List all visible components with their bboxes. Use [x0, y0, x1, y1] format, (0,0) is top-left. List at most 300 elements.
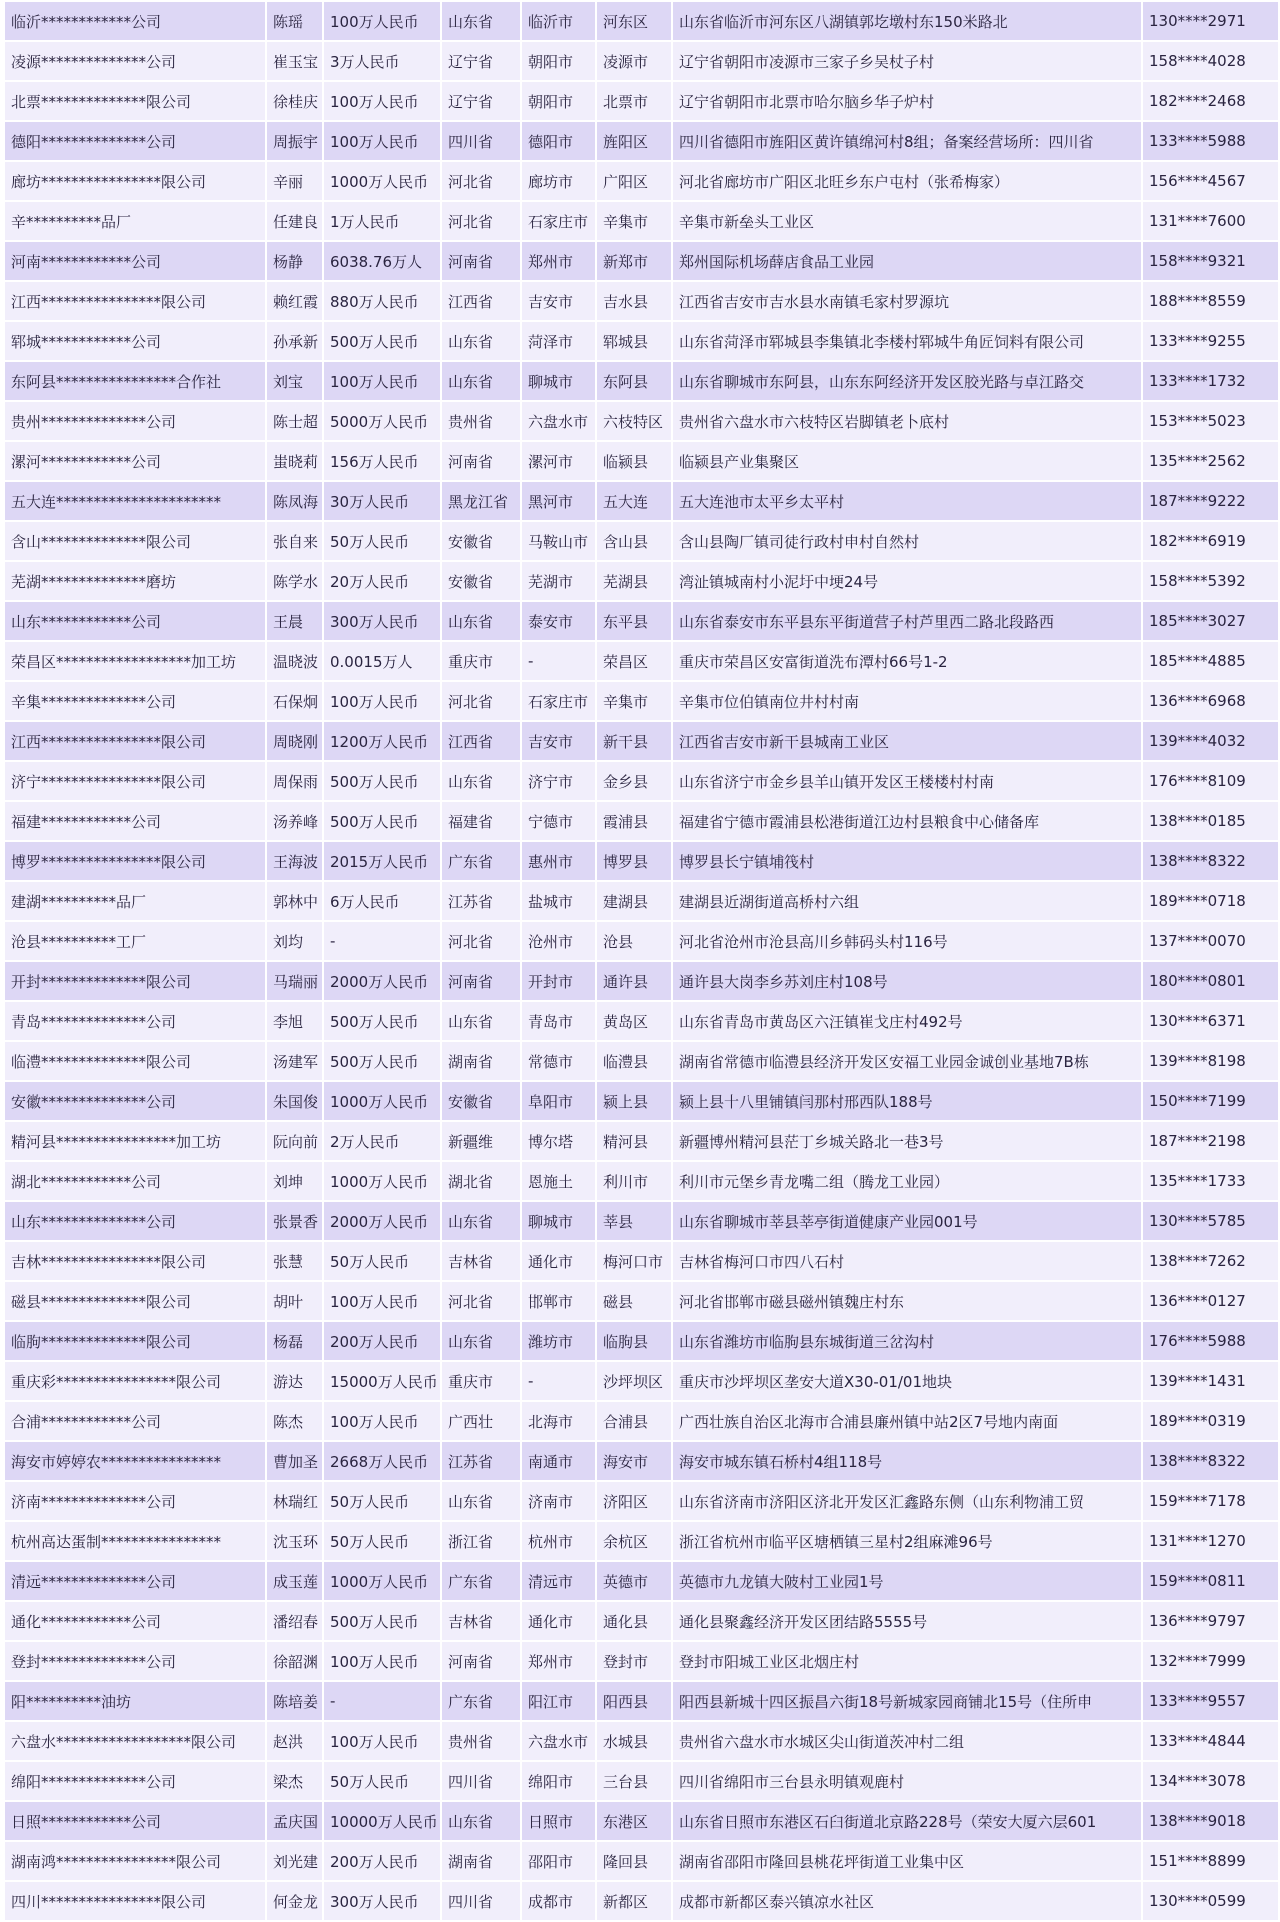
address-cell: 临颍县产业集聚区	[672, 441, 1142, 481]
table-row	[4, 1, 1279, 41]
district-cell: 辛集市	[596, 681, 672, 721]
district-cell: 含山县	[596, 521, 672, 561]
address-cell: 河北省邯郸市磁县磁州镇魏庄村东	[672, 1281, 1142, 1321]
table-row	[4, 1001, 1279, 1041]
province-cell: 山东省	[441, 761, 521, 801]
company-name-cell: 济南**************公司	[4, 1481, 266, 1521]
company-name-cell: 临澧**************限公司	[4, 1041, 266, 1081]
address-cell: 四川省德阳市旌阳区黄许镇绵河村8组；备案经营场所：四川省	[672, 121, 1142, 161]
district-cell: 登封市	[596, 1641, 672, 1681]
district-cell: 英德市	[596, 1561, 672, 1601]
province-cell: 河北省	[441, 161, 521, 201]
district-cell: 隆回县	[596, 1841, 672, 1881]
city-cell: 邯郸市	[521, 1281, 596, 1321]
address-cell: 山东省临沂市河东区八湖镇郭圪墩村东150米路北	[672, 1, 1142, 41]
registered-capital-cell: 1000万人民币	[323, 161, 441, 201]
address-cell: 浙江省杭州市临平区塘栖镇三星村2组麻滩96号	[672, 1521, 1142, 1561]
company-name-cell: 东阿县****************合作社	[4, 361, 266, 401]
phone-cell: 130****0599	[1142, 1881, 1279, 1921]
company-name-cell: 济宁****************限公司	[4, 761, 266, 801]
registered-capital-cell: 100万人民币	[323, 81, 441, 121]
phone-cell: 136****9797	[1142, 1601, 1279, 1641]
contact-person-cell: 温晓波	[266, 641, 323, 681]
province-cell: 安徽省	[441, 561, 521, 601]
company-name-cell: 山东**************公司	[4, 1201, 266, 1241]
table-row	[4, 1561, 1279, 1601]
district-cell: 凌源市	[596, 41, 672, 81]
province-cell: 吉林省	[441, 1601, 521, 1641]
province-cell: 新疆维	[441, 1121, 521, 1161]
province-cell: 黑龙江省	[441, 481, 521, 521]
registered-capital-cell: 100万人民币	[323, 361, 441, 401]
district-cell: 临朐县	[596, 1321, 672, 1361]
table-row	[4, 41, 1279, 81]
contact-person-cell: 张自来	[266, 521, 323, 561]
city-cell: 清远市	[521, 1561, 596, 1601]
phone-cell: 137****0070	[1142, 921, 1279, 961]
province-cell: 山东省	[441, 1481, 521, 1521]
city-cell: 邵阳市	[521, 1841, 596, 1881]
city-cell: 郑州市	[521, 1641, 596, 1681]
district-cell: 通化县	[596, 1601, 672, 1641]
city-cell: 阳江市	[521, 1681, 596, 1721]
city-cell: 济宁市	[521, 761, 596, 801]
table-row	[4, 1081, 1279, 1121]
company-name-cell: 吉林****************限公司	[4, 1241, 266, 1281]
contact-person-cell: 杨磊	[266, 1321, 323, 1361]
company-name-cell: 辛集**************公司	[4, 681, 266, 721]
phone-cell: 158****4028	[1142, 41, 1279, 81]
district-cell: 利川市	[596, 1161, 672, 1201]
company-name-cell: 重庆彩****************限公司	[4, 1361, 266, 1401]
company-name-cell: 日照************公司	[4, 1801, 266, 1841]
district-cell: 博罗县	[596, 841, 672, 881]
table-row	[4, 881, 1279, 921]
phone-cell: 182****6919	[1142, 521, 1279, 561]
address-cell: 英德市九龙镇大陂村工业园1号	[672, 1561, 1142, 1601]
district-cell: 东平县	[596, 601, 672, 641]
address-cell: 江西省吉安市吉水县水南镇毛家村罗源坑	[672, 281, 1142, 321]
company-name-cell: 开封**************限公司	[4, 961, 266, 1001]
contact-person-cell: 任建良	[266, 201, 323, 241]
registered-capital-cell: 2668万人民币	[323, 1441, 441, 1481]
district-cell: 五大连	[596, 481, 672, 521]
address-cell: 贵州省六盘水市六枝特区岩脚镇老卜底村	[672, 401, 1142, 441]
registered-capital-cell: 1200万人民币	[323, 721, 441, 761]
registered-capital-cell: 300万人民币	[323, 1881, 441, 1921]
registered-capital-cell: 20万人民币	[323, 561, 441, 601]
table-row	[4, 921, 1279, 961]
registered-capital-cell: 500万人民币	[323, 1001, 441, 1041]
province-cell: 山东省	[441, 1001, 521, 1041]
province-cell: 广西壮	[441, 1401, 521, 1441]
city-cell: 石家庄市	[521, 201, 596, 241]
district-cell: 金乡县	[596, 761, 672, 801]
district-cell: 沙坪坝区	[596, 1361, 672, 1401]
province-cell: 安徽省	[441, 521, 521, 561]
province-cell: 江苏省	[441, 881, 521, 921]
contact-person-cell: 刘坤	[266, 1161, 323, 1201]
phone-cell: 133****5988	[1142, 121, 1279, 161]
company-name-cell: 建湖**********品厂	[4, 881, 266, 921]
district-cell: 精河县	[596, 1121, 672, 1161]
registered-capital-cell: 100万人民币	[323, 1, 441, 41]
province-cell: 山东省	[441, 1801, 521, 1841]
address-cell: 利川市元堡乡青龙嘴二组（腾龙工业园）	[672, 1161, 1142, 1201]
address-cell: 吉林省梅河口市四八石村	[672, 1241, 1142, 1281]
registered-capital-cell: 500万人民币	[323, 761, 441, 801]
registered-capital-cell: -	[323, 1681, 441, 1721]
contact-person-cell: 张景香	[266, 1201, 323, 1241]
address-cell: 博罗县长宁镇埔筏村	[672, 841, 1142, 881]
district-cell: 新干县	[596, 721, 672, 761]
phone-cell: 150****7199	[1142, 1081, 1279, 1121]
city-cell: 杭州市	[521, 1521, 596, 1561]
city-cell: 德阳市	[521, 121, 596, 161]
city-cell: 朝阳市	[521, 81, 596, 121]
phone-cell: 188****8559	[1142, 281, 1279, 321]
phone-cell: 139****4032	[1142, 721, 1279, 761]
registered-capital-cell: -	[323, 921, 441, 961]
contact-person-cell: 徐桂庆	[266, 81, 323, 121]
address-cell: 新疆博州精河县茫丁乡城关路北一巷3号	[672, 1121, 1142, 1161]
company-name-cell: 福建************公司	[4, 801, 266, 841]
company-name-cell: 绵阳**************公司	[4, 1761, 266, 1801]
contact-person-cell: 刘均	[266, 921, 323, 961]
registered-capital-cell: 880万人民币	[323, 281, 441, 321]
province-cell: 辽宁省	[441, 41, 521, 81]
province-cell: 江苏省	[441, 1441, 521, 1481]
registered-capital-cell: 50万人民币	[323, 1761, 441, 1801]
city-cell: 恩施土	[521, 1161, 596, 1201]
province-cell: 重庆市	[441, 641, 521, 681]
contact-person-cell: 周振宇	[266, 121, 323, 161]
contact-person-cell: 陈士超	[266, 401, 323, 441]
registered-capital-cell: 500万人民币	[323, 1601, 441, 1641]
province-cell: 山东省	[441, 1201, 521, 1241]
district-cell: 济阳区	[596, 1481, 672, 1521]
city-cell: 六盘水市	[521, 1721, 596, 1761]
contact-person-cell: 李旭	[266, 1001, 323, 1041]
company-name-cell: 凌源**************公司	[4, 41, 266, 81]
address-cell: 郑州国际机场薛店食品工业园	[672, 241, 1142, 281]
registered-capital-cell: 500万人民币	[323, 801, 441, 841]
district-cell: 新郑市	[596, 241, 672, 281]
company-name-cell: 清远**************公司	[4, 1561, 266, 1601]
district-cell: 临颍县	[596, 441, 672, 481]
registered-capital-cell: 2000万人民币	[323, 961, 441, 1001]
city-cell: 济南市	[521, 1481, 596, 1521]
city-cell: 廊坊市	[521, 161, 596, 201]
province-cell: 河北省	[441, 681, 521, 721]
table-row	[4, 1801, 1279, 1841]
contact-person-cell: 沈玉环	[266, 1521, 323, 1561]
company-name-cell: 贵州**************公司	[4, 401, 266, 441]
address-cell: 江西省吉安市新干县城南工业区	[672, 721, 1142, 761]
contact-person-cell: 何金龙	[266, 1881, 323, 1921]
company-name-cell: 磁县**************限公司	[4, 1281, 266, 1321]
contact-person-cell: 刘光建	[266, 1841, 323, 1881]
registered-capital-cell: 30万人民币	[323, 481, 441, 521]
province-cell: 四川省	[441, 121, 521, 161]
district-cell: 辛集市	[596, 201, 672, 241]
phone-cell: 131****1270	[1142, 1521, 1279, 1561]
contact-person-cell: 郭林中	[266, 881, 323, 921]
city-cell: 南通市	[521, 1441, 596, 1481]
phone-cell: 176****8109	[1142, 761, 1279, 801]
city-cell: 绵阳市	[521, 1761, 596, 1801]
province-cell: 四川省	[441, 1761, 521, 1801]
province-cell: 吉林省	[441, 1241, 521, 1281]
city-cell: 惠州市	[521, 841, 596, 881]
registered-capital-cell: 156万人民币	[323, 441, 441, 481]
district-cell: 北票市	[596, 81, 672, 121]
company-name-cell: 精河县****************加工坊	[4, 1121, 266, 1161]
phone-cell: 130****6371	[1142, 1001, 1279, 1041]
registered-capital-cell: 50万人民币	[323, 1481, 441, 1521]
table-row	[4, 961, 1279, 1001]
phone-cell: 189****0319	[1142, 1401, 1279, 1441]
city-cell: 马鞍山市	[521, 521, 596, 561]
province-cell: 贵州省	[441, 401, 521, 441]
registered-capital-cell: 0.0015万人	[323, 641, 441, 681]
table-row	[4, 1841, 1279, 1881]
phone-cell: 180****0801	[1142, 961, 1279, 1001]
table-row	[4, 601, 1279, 641]
city-cell: 六盘水市	[521, 401, 596, 441]
company-name-cell: 登封**************公司	[4, 1641, 266, 1681]
company-name-cell: 含山**************限公司	[4, 521, 266, 561]
district-cell: 三台县	[596, 1761, 672, 1801]
district-cell: 河东区	[596, 1, 672, 41]
address-cell: 山东省聊城市莘县莘亭街道健康产业园001号	[672, 1201, 1142, 1241]
phone-cell: 159****0811	[1142, 1561, 1279, 1601]
table-row	[4, 801, 1279, 841]
registered-capital-cell: 100万人民币	[323, 1281, 441, 1321]
address-cell: 湖南省常德市临澧县经济开发区安福工业园金诚创业基地7B栋	[672, 1041, 1142, 1081]
company-table	[3, 0, 1280, 1922]
contact-person-cell: 石保炯	[266, 681, 323, 721]
company-name-cell: 安徽**************公司	[4, 1081, 266, 1121]
address-cell: 海安市城东镇石桥村4组118号	[672, 1441, 1142, 1481]
address-cell: 辽宁省朝阳市北票市哈尔脑乡华子炉村	[672, 81, 1142, 121]
district-cell: 水城县	[596, 1721, 672, 1761]
registered-capital-cell: 100万人民币	[323, 1721, 441, 1761]
city-cell: 盐城市	[521, 881, 596, 921]
table-row	[4, 481, 1279, 521]
table-row	[4, 761, 1279, 801]
table-row	[4, 641, 1279, 681]
table-row	[4, 1521, 1279, 1561]
province-cell: 山东省	[441, 321, 521, 361]
phone-cell: 158****9321	[1142, 241, 1279, 281]
table-row	[4, 1681, 1279, 1721]
company-name-cell: 江西****************限公司	[4, 281, 266, 321]
address-cell: 阳西县新城十四区振昌六街18号新城家园商铺北15号（住所申	[672, 1681, 1142, 1721]
district-cell: 六枝特区	[596, 401, 672, 441]
phone-cell: 153****5023	[1142, 401, 1279, 441]
district-cell: 沧县	[596, 921, 672, 961]
address-cell: 山东省青岛市黄岛区六汪镇崔戈庄村492号	[672, 1001, 1142, 1041]
address-cell: 重庆市荣昌区安富街道洗布潭村66号1-2	[672, 641, 1142, 681]
registered-capital-cell: 10000万人民币	[323, 1801, 441, 1841]
registered-capital-cell: 500万人民币	[323, 321, 441, 361]
contact-person-cell: 成玉莲	[266, 1561, 323, 1601]
district-cell: 郓城县	[596, 321, 672, 361]
table-row	[4, 1761, 1279, 1801]
company-name-cell: 通化************公司	[4, 1601, 266, 1641]
table-row	[4, 401, 1279, 441]
phone-cell: 151****8899	[1142, 1841, 1279, 1881]
district-cell: 芜湖县	[596, 561, 672, 601]
address-cell: 辛集市位伯镇南位井村村南	[672, 681, 1142, 721]
contact-person-cell: 孟庆国	[266, 1801, 323, 1841]
contact-person-cell: 游达	[266, 1361, 323, 1401]
province-cell: 河北省	[441, 1281, 521, 1321]
phone-cell: 138****8322	[1142, 841, 1279, 881]
city-cell: 黑河市	[521, 481, 596, 521]
district-cell: 东港区	[596, 1801, 672, 1841]
city-cell: 菏泽市	[521, 321, 596, 361]
district-cell: 海安市	[596, 1441, 672, 1481]
address-cell: 山东省济宁市金乡县羊山镇开发区王楼楼村村南	[672, 761, 1142, 801]
phone-cell: 132****7999	[1142, 1641, 1279, 1681]
contact-person-cell: 赵洪	[266, 1721, 323, 1761]
city-cell: -	[521, 1361, 596, 1401]
phone-cell: 159****7178	[1142, 1481, 1279, 1521]
address-cell: 登封市阳城工业区北烟庄村	[672, 1641, 1142, 1681]
company-name-cell: 芜湖**************磨坊	[4, 561, 266, 601]
city-cell: 开封市	[521, 961, 596, 1001]
province-cell: 山东省	[441, 601, 521, 641]
phone-cell: 139****8198	[1142, 1041, 1279, 1081]
company-name-cell: 临朐**************限公司	[4, 1321, 266, 1361]
city-cell: 聊城市	[521, 1201, 596, 1241]
company-name-cell: 河南************公司	[4, 241, 266, 281]
contact-person-cell: 赖红霞	[266, 281, 323, 321]
contact-person-cell: 王海波	[266, 841, 323, 881]
phone-cell: 185****3027	[1142, 601, 1279, 641]
registered-capital-cell: 100万人民币	[323, 1641, 441, 1681]
address-cell: 颍上县十八里铺镇闫那村邢西队188号	[672, 1081, 1142, 1121]
phone-cell: 136****6968	[1142, 681, 1279, 721]
company-name-cell: 六盘水******************限公司	[4, 1721, 266, 1761]
registered-capital-cell: 50万人民币	[323, 1241, 441, 1281]
registered-capital-cell: 2000万人民币	[323, 1201, 441, 1241]
phone-cell: 134****3078	[1142, 1761, 1279, 1801]
registered-capital-cell: 15000万人民币	[323, 1361, 441, 1401]
city-cell: 博尔塔	[521, 1121, 596, 1161]
address-cell: 贵州省六盘水市水城区尖山街道茨冲村二组	[672, 1721, 1142, 1761]
table-row	[4, 1361, 1279, 1401]
phone-cell: 133****9557	[1142, 1681, 1279, 1721]
table-row	[4, 1321, 1279, 1361]
table-row	[4, 1441, 1279, 1481]
city-cell: 临沂市	[521, 1, 596, 41]
contact-person-cell: 陈杰	[266, 1401, 323, 1441]
address-cell: 河北省廊坊市广阳区北旺乡东户屯村（张希梅家）	[672, 161, 1142, 201]
city-cell: 成都市	[521, 1881, 596, 1921]
city-cell: 泰安市	[521, 601, 596, 641]
address-cell: 山东省聊城市东阿县，山东东阿经济开发区胶光路与卓江路交	[672, 361, 1142, 401]
province-cell: 江西省	[441, 721, 521, 761]
address-cell: 广西壮族自治区北海市合浦县廉州镇中站2区7号地内南面	[672, 1401, 1142, 1441]
contact-person-cell: 潘绍春	[266, 1601, 323, 1641]
company-name-cell: 廊坊****************限公司	[4, 161, 266, 201]
district-cell: 阳西县	[596, 1681, 672, 1721]
province-cell: 福建省	[441, 801, 521, 841]
phone-cell: 135****2562	[1142, 441, 1279, 481]
registered-capital-cell: 200万人民币	[323, 1841, 441, 1881]
registered-capital-cell: 5000万人民币	[323, 401, 441, 441]
district-cell: 莘县	[596, 1201, 672, 1241]
company-name-cell: 青岛**************公司	[4, 1001, 266, 1041]
table-row	[4, 1121, 1279, 1161]
table-row	[4, 241, 1279, 281]
city-cell: 北海市	[521, 1401, 596, 1441]
district-cell: 广阳区	[596, 161, 672, 201]
contact-person-cell: 徐韶渊	[266, 1641, 323, 1681]
registered-capital-cell: 200万人民币	[323, 1321, 441, 1361]
phone-cell: 136****0127	[1142, 1281, 1279, 1321]
address-cell: 山东省日照市东港区石臼街道北京路228号（荣安大厦六层601	[672, 1801, 1142, 1841]
district-cell: 建湖县	[596, 881, 672, 921]
table-row	[4, 441, 1279, 481]
province-cell: 湖南省	[441, 1841, 521, 1881]
address-cell: 五大连池市太平乡太平村	[672, 481, 1142, 521]
table-row	[4, 361, 1279, 401]
phone-cell: 156****4567	[1142, 161, 1279, 201]
city-cell: 常德市	[521, 1041, 596, 1081]
table-row	[4, 121, 1279, 161]
phone-cell: 133****4844	[1142, 1721, 1279, 1761]
district-cell: 吉水县	[596, 281, 672, 321]
phone-cell: 187****9222	[1142, 481, 1279, 521]
table-row	[4, 1201, 1279, 1241]
address-cell: 山东省济南市济阳区济北开发区汇鑫路东侧（山东利物浦工贸	[672, 1481, 1142, 1521]
province-cell: 重庆市	[441, 1361, 521, 1401]
contact-person-cell: 马瑞丽	[266, 961, 323, 1001]
province-cell: 广东省	[441, 841, 521, 881]
company-name-cell: 四川****************限公司	[4, 1881, 266, 1921]
province-cell: 湖南省	[441, 1041, 521, 1081]
company-name-cell: 郓城************公司	[4, 321, 266, 361]
company-name-cell: 山东************公司	[4, 601, 266, 641]
table-row	[4, 1161, 1279, 1201]
contact-person-cell: 梁杰	[266, 1761, 323, 1801]
registered-capital-cell: 500万人民币	[323, 1041, 441, 1081]
company-name-cell: 辛**********品厂	[4, 201, 266, 241]
district-cell: 通许县	[596, 961, 672, 1001]
phone-cell: 130****2971	[1142, 1, 1279, 41]
company-name-cell: 阳**********油坊	[4, 1681, 266, 1721]
contact-person-cell: 崔玉宝	[266, 41, 323, 81]
contact-person-cell: 陈学水	[266, 561, 323, 601]
city-cell: 阜阳市	[521, 1081, 596, 1121]
phone-cell: 138****7262	[1142, 1241, 1279, 1281]
registered-capital-cell: 6038.76万人	[323, 241, 441, 281]
company-name-cell: 湖南鸿****************限公司	[4, 1841, 266, 1881]
contact-person-cell: 周保雨	[266, 761, 323, 801]
phone-cell: 158****5392	[1142, 561, 1279, 601]
table-row	[4, 161, 1279, 201]
registered-capital-cell: 100万人民币	[323, 1401, 441, 1441]
table-row	[4, 1721, 1279, 1761]
company-name-cell: 博罗****************限公司	[4, 841, 266, 881]
province-cell: 河南省	[441, 441, 521, 481]
registered-capital-cell: 100万人民币	[323, 121, 441, 161]
city-cell: 吉安市	[521, 281, 596, 321]
